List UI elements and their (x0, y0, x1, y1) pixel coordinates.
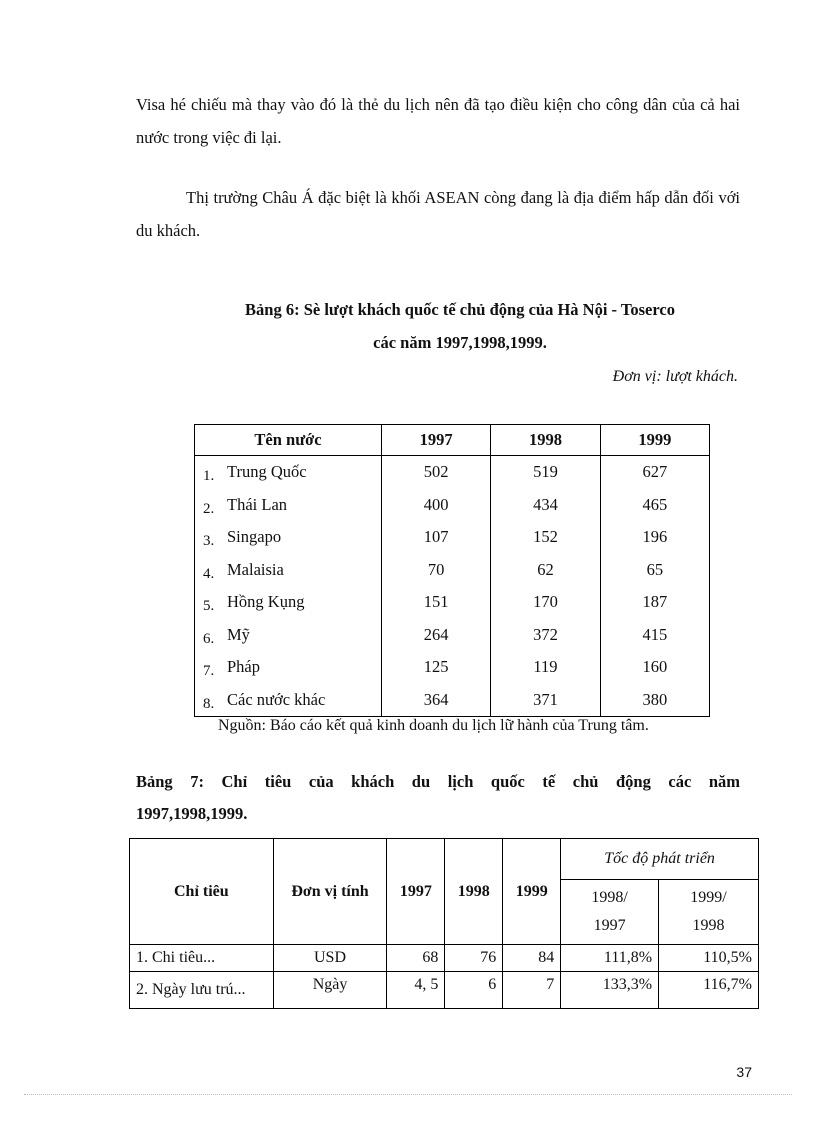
row-index: 7. (203, 663, 215, 680)
country-name: Mỹ (227, 624, 250, 644)
table6-header-row (195, 425, 710, 456)
table6-cell-1997: 151 (382, 586, 491, 619)
table7-header-unit: Đơn vị tính (273, 839, 387, 945)
table6-row (195, 456, 710, 489)
growth-1-bottom: 1997 (593, 917, 626, 934)
page-number: 37 (736, 1064, 752, 1080)
table6-cell-1997: 107 (382, 521, 491, 554)
table7-header-growth-1998-1997 (561, 880, 659, 945)
table6-country-cell (195, 521, 382, 554)
table7-body (130, 945, 759, 1009)
table6-cell-1998: 119 (491, 651, 600, 684)
table6-header-country: Tên nước (195, 425, 382, 456)
growth-1-top: 1998/ (591, 889, 628, 906)
country-name: Hồng Kụng (227, 592, 305, 612)
table6-row (195, 619, 710, 652)
country-name: Malaisia (227, 559, 284, 579)
table7-header-1999: 1999 (503, 839, 561, 945)
table6-row (195, 651, 710, 684)
country-name: Singapo (227, 527, 282, 547)
table6-caption-line1: Bảng 6: Sè lượt khách quốc tế chủ động của Hà Nội - Toserco (245, 300, 675, 319)
table6-cell-1998: 371 (491, 684, 600, 717)
table7-growth-1-cell: 111,8% (561, 945, 659, 972)
table6-cell-1998: 519 (491, 456, 600, 489)
row-index: 5. (203, 598, 215, 615)
table6-cell-1999: 380 (600, 684, 709, 717)
table6-cell-1997: 400 (382, 489, 491, 522)
row-index: 4. (203, 565, 215, 582)
row-index: 8. (203, 695, 215, 712)
row-index: 6. (203, 630, 215, 647)
table7-unit-cell: Ngày (273, 972, 387, 1009)
table7-cell-1998: 6 (445, 972, 503, 1009)
table6-cell-1998: 152 (491, 521, 600, 554)
table6-cell-1997: 125 (382, 651, 491, 684)
table7-unit-cell: USD (273, 945, 387, 972)
table6-cell-1998: 62 (491, 554, 600, 587)
table6-row (195, 521, 710, 554)
table7-indicator-cell: 2. Ngày lưu trú... (130, 972, 274, 1009)
table6-cell-1999: 196 (600, 521, 709, 554)
row-index: 3. (203, 533, 215, 550)
paragraph-1: Visa hé chiếu mà thay vào đó là thẻ du lịch nên đã tạo điều kiện cho công dân của cả hai nước trong việc đi lại. (136, 95, 740, 147)
table6-caption-line2: các năm 1997,1998,1999. (373, 333, 547, 352)
table7-header-growth-1999-1998 (659, 880, 759, 945)
table6-cell-1997: 502 (382, 456, 491, 489)
table6-body (195, 456, 710, 717)
table6-country-cell (195, 489, 382, 522)
footer-divider (24, 1094, 792, 1095)
table6-cell-1999: 65 (600, 554, 709, 587)
table6-cell-1998: 434 (491, 489, 600, 522)
table6-cell-1998: 372 (491, 619, 600, 652)
table6-cell-1997: 364 (382, 684, 491, 717)
table7-row (130, 945, 759, 972)
growth-2-top: 1999/ (690, 889, 727, 906)
table7-cell-1997: 68 (387, 945, 445, 972)
row-index: 2. (203, 500, 215, 517)
table6-country-cell (195, 586, 382, 619)
table6-cell-1999: 187 (600, 586, 709, 619)
table7-growth-2-cell: 116,7% (659, 972, 759, 1009)
table6-row (195, 554, 710, 587)
table6-country-cell (195, 456, 382, 489)
table6-unit: Đơn vị: lượt khách. (612, 368, 738, 385)
table7-cell-1999: 84 (503, 945, 561, 972)
table6-cell-1999: 160 (600, 651, 709, 684)
table7-header-growth: Tốc độ phát triển (561, 839, 759, 880)
table6-cell-1999: 465 (600, 489, 709, 522)
table7 (129, 838, 759, 1009)
row-index: 1. (203, 468, 215, 485)
table6-cell-1997: 264 (382, 619, 491, 652)
table7-caption-line1: Bảng 7: Chỉ tiêu của khách du lịch quốc tế chủ động các năm (136, 772, 740, 791)
table6-country-cell (195, 619, 382, 652)
table6-header-1997: 1997 (382, 425, 491, 456)
country-name: Trung Quốc (227, 462, 307, 482)
table6 (194, 424, 710, 717)
table6-cell-1999: 627 (600, 456, 709, 489)
table6-row (195, 489, 710, 522)
table6-cell-1998: 170 (491, 586, 600, 619)
table6-source: Nguồn: Báo cáo kết quả kinh doanh du lịch lữ hành của Trung tâm. (218, 717, 649, 734)
table7-cell-1998: 76 (445, 945, 503, 972)
table7-header-row-1 (130, 839, 759, 880)
table7-growth-1-cell: 133,3% (561, 972, 659, 1009)
table6-header-1998: 1998 (491, 425, 600, 456)
table6-row (195, 684, 710, 717)
growth-2-bottom: 1998 (692, 917, 725, 934)
table6-header-1999: 1999 (600, 425, 709, 456)
paragraph-2: Thị trường Châu Á đặc biệt là khối ASEAN còng đang là địa điểm hấp dẫn đối với du khách. (136, 188, 740, 240)
table7-header-1997: 1997 (387, 839, 445, 945)
table7-indicator-cell: 1. Chi tiêu... (130, 945, 274, 972)
table6-cell-1997: 70 (382, 554, 491, 587)
table6-country-cell (195, 554, 382, 587)
table7-header-indicator: Chỉ tiêu (130, 839, 274, 945)
table7-cell-1999: 7 (503, 972, 561, 1009)
table6-cell-1999: 415 (600, 619, 709, 652)
table7-header-1998: 1998 (445, 839, 503, 945)
table6-country-cell (195, 651, 382, 684)
country-name: Thái Lan (227, 494, 288, 514)
table6-row (195, 586, 710, 619)
table7-caption-line2: 1997,1998,1999. (136, 804, 248, 823)
country-name: Pháp (227, 657, 260, 677)
table6-country-cell (195, 684, 382, 717)
table7-growth-2-cell: 110,5% (659, 945, 759, 972)
country-name: Các nước khác (227, 689, 326, 709)
table7-row (130, 972, 759, 1009)
table7-cell-1997: 4, 5 (387, 972, 445, 1009)
